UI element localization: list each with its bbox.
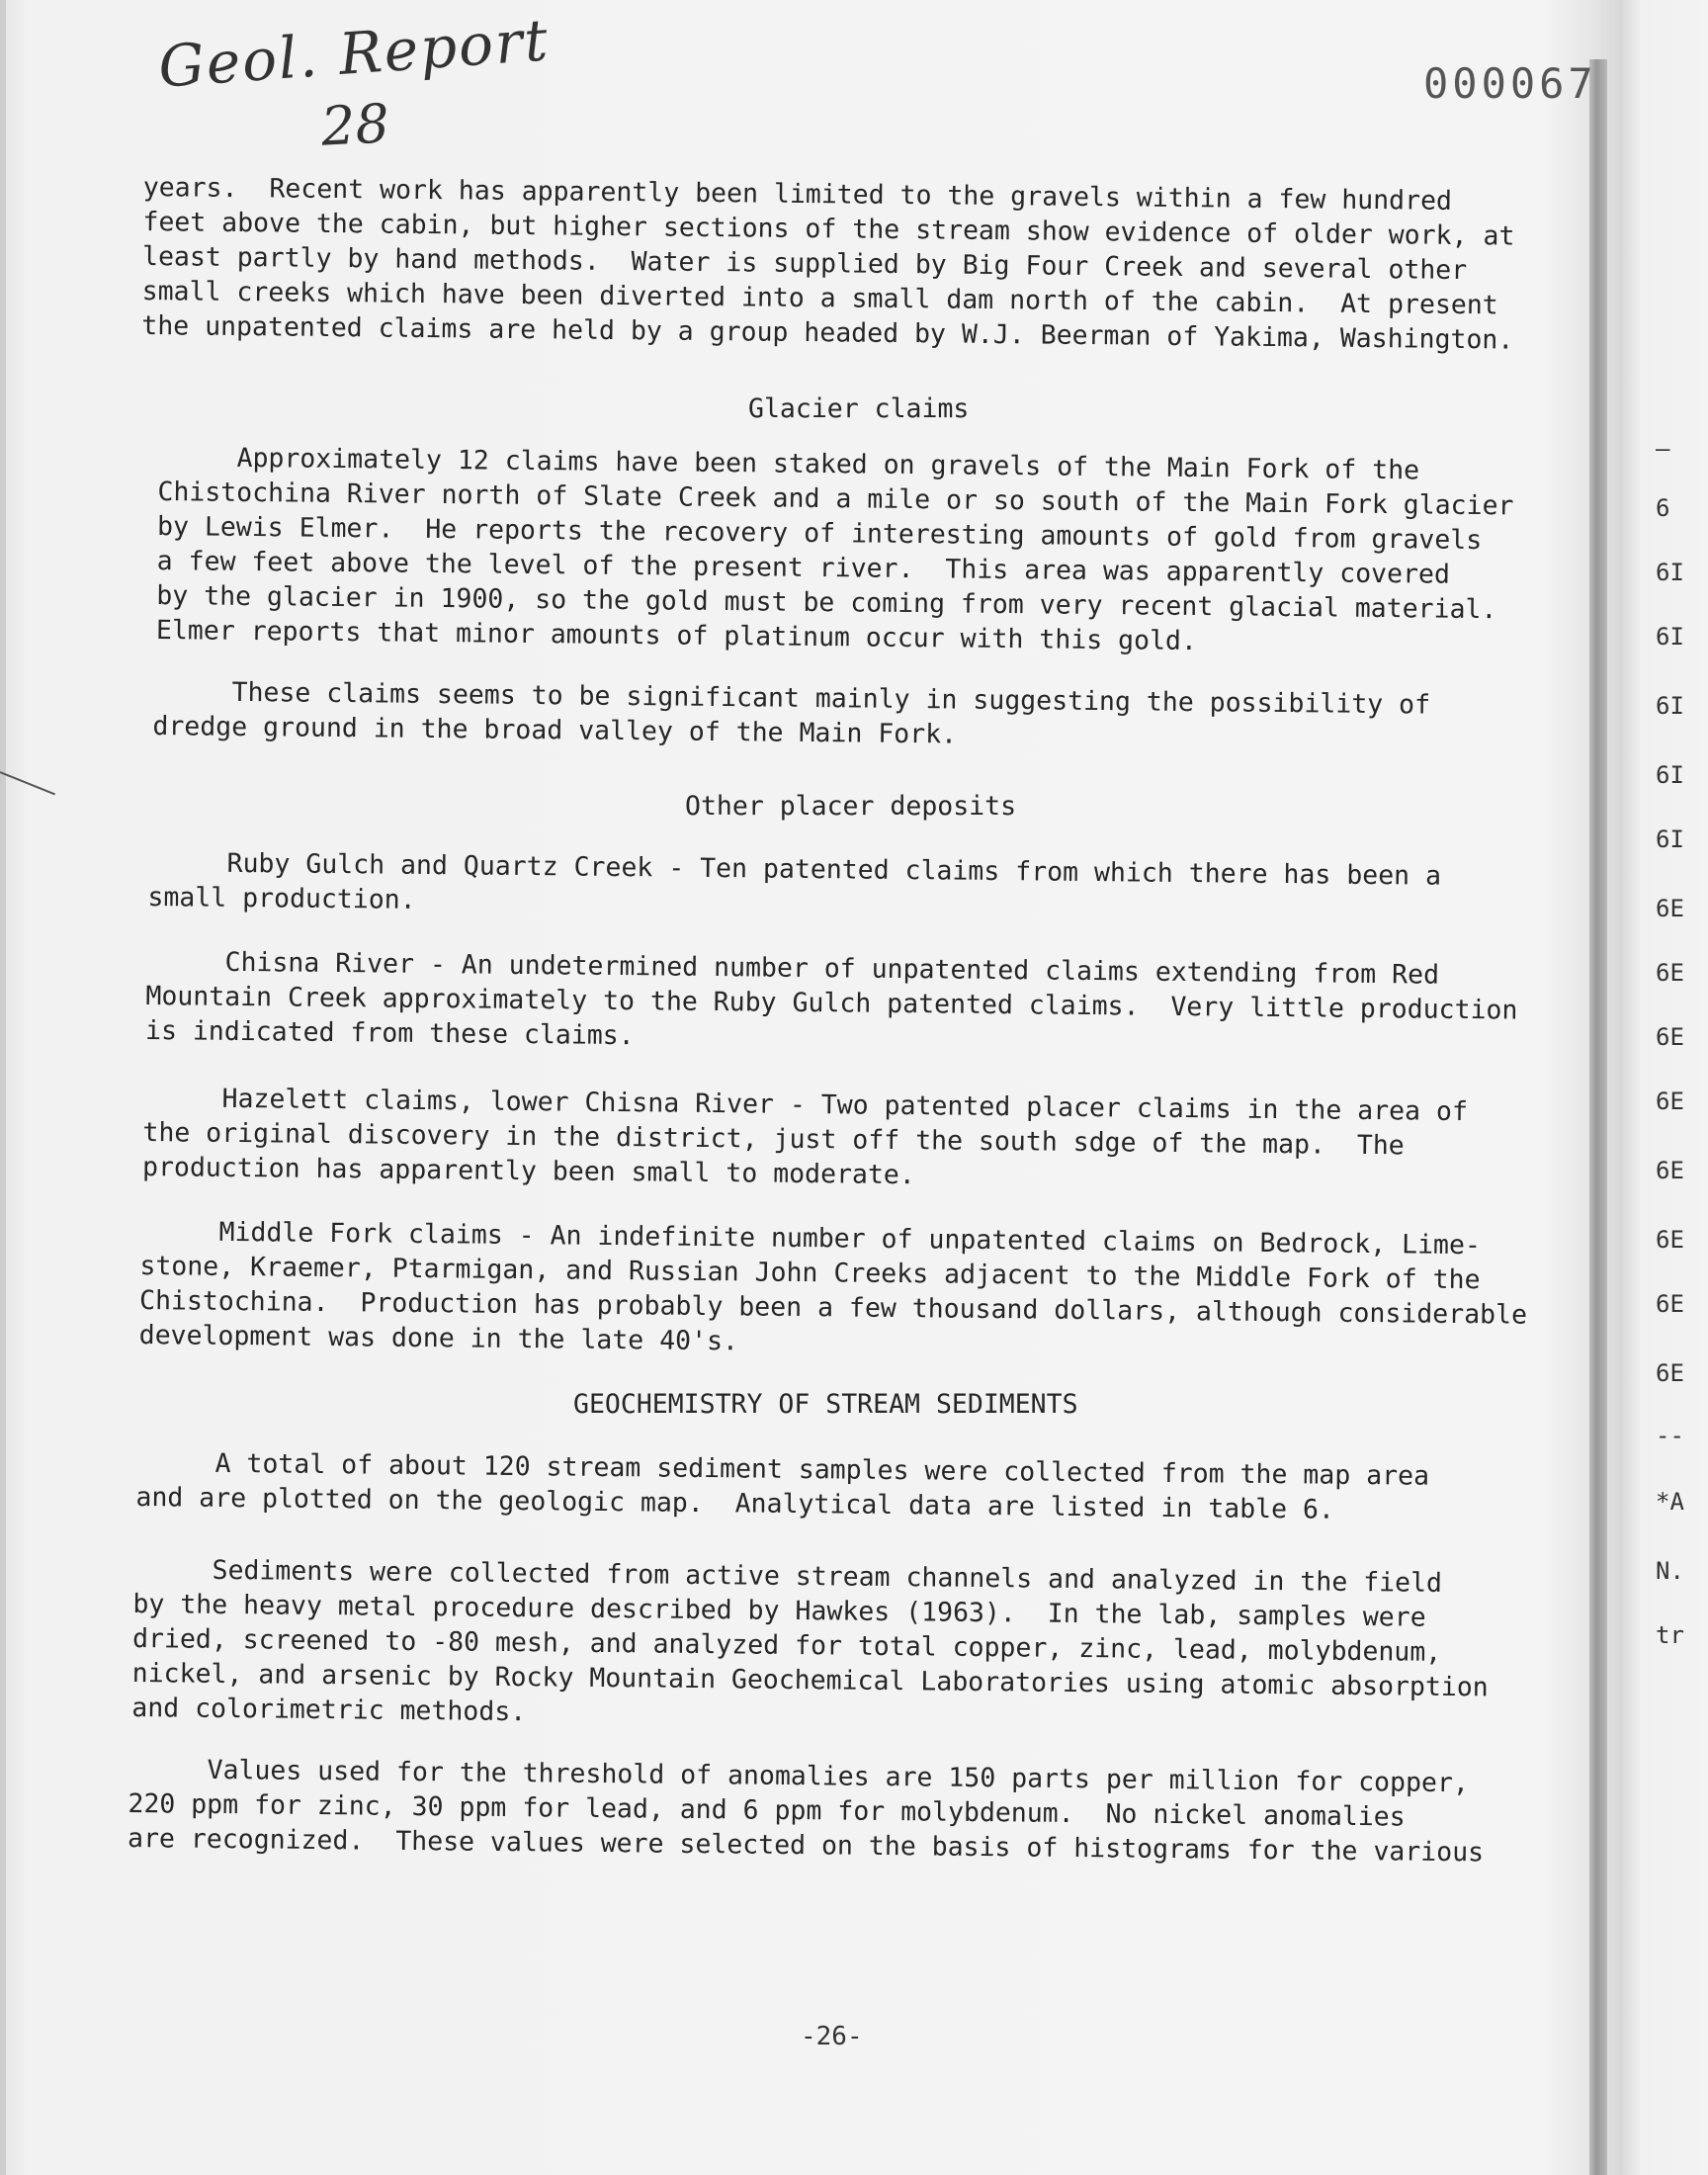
heading-other-placer-deposits: Other placer deposits <box>685 791 1017 822</box>
margin-fragment: 6E <box>1656 959 1684 987</box>
margin-fragment: 6I <box>1656 559 1684 586</box>
margin-fragment: — <box>1656 435 1670 463</box>
margin-fragment: *A <box>1656 1488 1684 1516</box>
heading-geochemistry: GEOCHEMISTRY OF STREAM SEDIMENTS <box>573 1389 1078 1420</box>
margin-fragment: 6I <box>1656 761 1684 789</box>
handwritten-report-number: 28 <box>319 92 391 158</box>
heading-glacier-claims: Glacier claims <box>748 393 970 424</box>
paragraph-geochem-1: A total of about 120 stream sediment samples were collected from the map area and are plotted on the geologic map. Analytical data are listed in table 6. <box>135 1446 1430 1525</box>
margin-fragment: 6I <box>1656 826 1684 853</box>
document-number: 000067 <box>1423 59 1597 108</box>
paragraph-ruby-gulch: Ruby Gulch and Quartz Creek - Ten patented claims from which there has been a small production. <box>147 846 1442 915</box>
paragraph-glacier-1: Approximately 12 claims have been staked on gravels of the Main Fork of the Chistochina River north of Slate Creek and a mile or so south of the Main Fork glacier by Lewis Elmer. He reports the recovery of interesting amounts of gold from gravels a few feet above the level of the present river. This area was apparently covered by the glacier in 1900, so the gold must be coming from very recent glacial material. Elmer reports that minor amounts of platinum occur with this gold. <box>155 441 1514 657</box>
paragraph-geochem-3: Values used for the threshold of anomalies are 150 parts per million for copper, 220 ppm for zinc, 30 ppm for lead, and 6 ppm for molybdenum. No nickel anomalies are recognized. These values were selected on the basis of histograms for the various <box>127 1753 1485 1869</box>
margin-fragment: 6E <box>1656 1359 1684 1387</box>
handwritten-title: Geol. Report <box>156 6 552 101</box>
paragraph-chisna-river: Chisna River - An undetermined number of unpatented claims extending from Red Mountain Creek approximately to the Ruby Gulch patented claims. Very little production is indicated from these claims. <box>144 945 1518 1052</box>
margin-fragment: 6E <box>1656 895 1684 922</box>
margin-fragment: tr <box>1656 1621 1684 1649</box>
margin-fragment: 6E <box>1656 1023 1684 1051</box>
margin-fragment: 6E <box>1656 1157 1684 1184</box>
margin-fragment: 6E <box>1656 1226 1684 1254</box>
stray-pen-mark <box>0 771 55 795</box>
margin-fragment: N. <box>1656 1557 1684 1585</box>
paragraph-hazelett-claims: Hazelett claims, lower Chisna River - Two patented placer claims in the area of the original discovery in the district, just off the south sdge of the map. The production has apparently been small to moderate. <box>141 1082 1469 1191</box>
margin-fragment: 6 <box>1656 494 1670 522</box>
margin-fragment: 6E <box>1656 1088 1684 1115</box>
paragraph-middle-fork: Middle Fork claims - An indefinite number of unpatented claims on Bedrock, Lime- stone, Kraemer, Ptarmigan, and Russian John Creeks adjacent to the Middle Fork of the Chistochina. Production has probably been a few thousand dollars, although considerable development was done in the late 40's. <box>138 1215 1528 1357</box>
paragraph-intro: years. Recent work has apparently been limited to the gravels within a few hundred feet above the cabin, but higher sections of the stream show evidence of older work, at least partly by hand methods. Water is supplied by Big Four Creek and several other small creeks which have been diverted into a small dam north of the cabin. At present the unpatented claims are held by a group headed by W.J. Beerman of Yakima, Washington. <box>141 171 1515 356</box>
margin-fragment: 6I <box>1656 692 1684 720</box>
paragraph-geochem-2: Sediments were collected from active stream channels and analyzed in the field by the heavy metal procedure described by Hawkes (1963). In the lab, samples were dried, screened to -80 mesh, and analyzed for total copper, zinc, lead, molybdenum, nickel, and arsenic by Rocky Mountain Geochemical Laboratories using atomic absorption and colorimetric methods. <box>131 1553 1489 1728</box>
left-scan-edge <box>0 0 6 2175</box>
margin-fragment: -- <box>1656 1422 1684 1449</box>
margin-fragment: 6E <box>1656 1290 1684 1318</box>
margin-fragment: 6I <box>1656 623 1684 651</box>
paragraph-glacier-2: These claims seems to be significant mainly in suggesting the possibility of dredge ground in the broad valley of the Main Fork. <box>152 675 1431 750</box>
page-number: -26- <box>801 2022 863 2051</box>
